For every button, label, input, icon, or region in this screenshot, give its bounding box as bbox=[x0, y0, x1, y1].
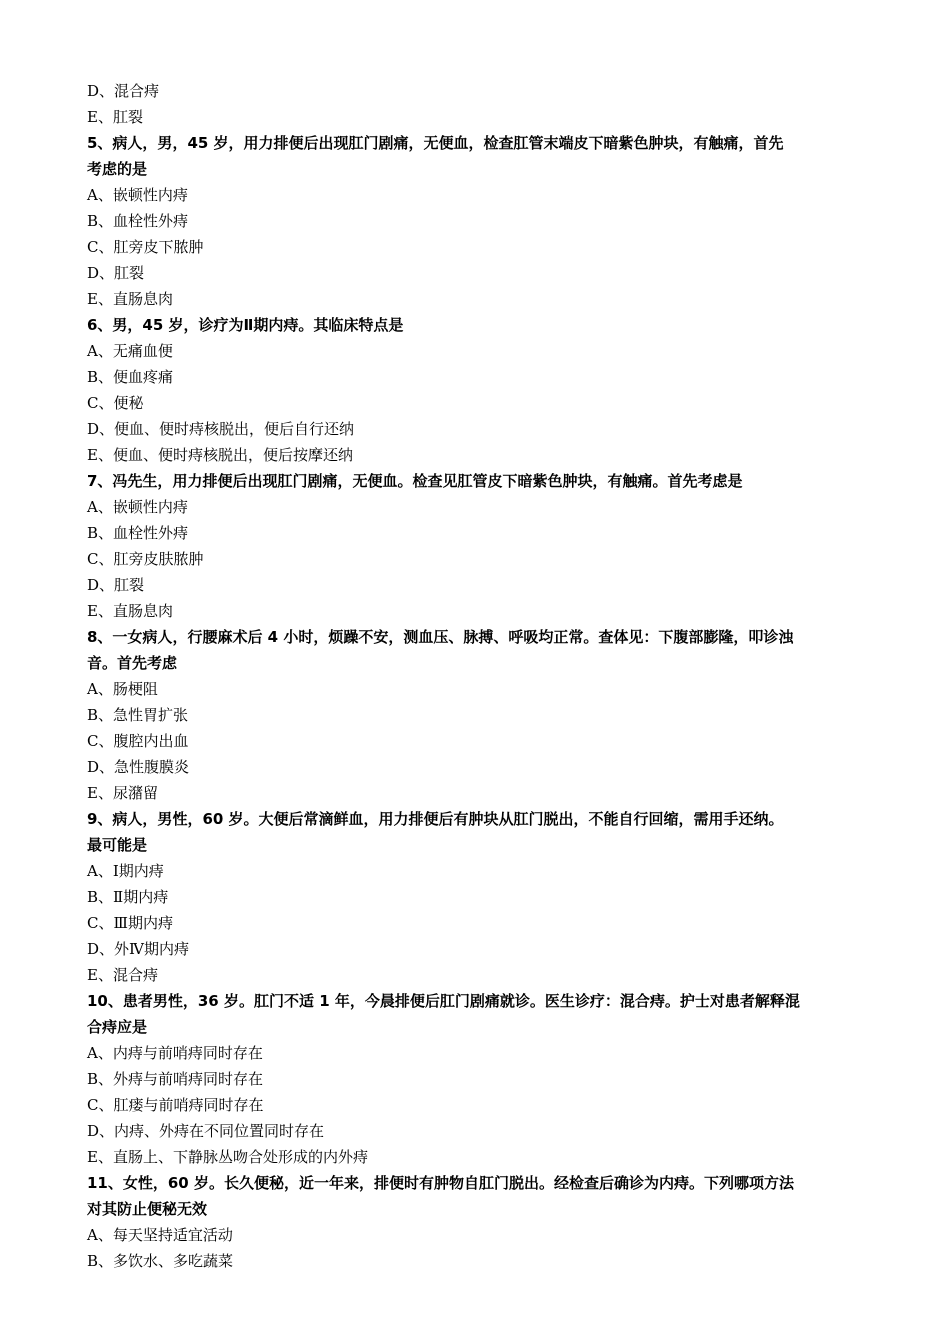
option-line: A、嵌顿性内痔 bbox=[87, 498, 188, 516]
option-line: B、急性胃扩张 bbox=[87, 706, 189, 724]
option-line: C、便秘 bbox=[87, 394, 144, 412]
option-line: C、腹腔内出血 bbox=[87, 732, 189, 750]
option-line: A、每天坚持适宜活动 bbox=[87, 1226, 233, 1244]
option-line: B、Ⅱ期内痔 bbox=[87, 888, 169, 906]
option-line: D、外Ⅳ期内痔 bbox=[87, 940, 190, 958]
option-line: B、便血疼痛 bbox=[87, 368, 174, 386]
question-text: 8、一女病人，行腰麻术后 4 小时，烦躁不安，测血压、脉搏、呼吸均正常。查体见：下腹部膨隆，叩诊浊 bbox=[87, 628, 794, 646]
question-11 bbox=[87, 1170, 877, 1274]
option-line: E、尿潴留 bbox=[87, 784, 158, 802]
option-line: B、外痔与前哨痔同时存在 bbox=[87, 1070, 264, 1088]
option-line: E、便血、便时痔核脱出，便后按摩还纳 bbox=[87, 446, 353, 464]
question-text: 音。首先考虑 bbox=[87, 654, 178, 672]
option-line: C、Ⅲ期内痔 bbox=[87, 914, 173, 932]
option-line: B、血栓性外痔 bbox=[87, 212, 189, 230]
option-line: B、多饮水、多吃蔬菜 bbox=[87, 1252, 234, 1270]
option-line: D、肛裂 bbox=[87, 576, 145, 594]
option-line: C、肛旁皮肤脓肿 bbox=[87, 550, 204, 568]
option-line: C、肛旁皮下脓肿 bbox=[87, 238, 204, 256]
question-8 bbox=[87, 624, 877, 806]
question-text: 7、冯先生，用力排便后出现肛门剧痛，无便血。检查见肛管皮下暗紫色肿块，有触痛。首先考虑是 bbox=[87, 472, 743, 490]
question-text: 9、病人，男性，60 岁。大便后常滴鲜血，用力排便后有肿块从肛门脱出，不能自行回缩，需用手还纳。 bbox=[87, 810, 784, 828]
document-page bbox=[87, 78, 877, 1274]
option-line: E、混合痔 bbox=[87, 966, 158, 984]
option-line: E、肛裂 bbox=[87, 108, 143, 126]
option-line: D、混合痔 bbox=[87, 82, 160, 100]
question-text: 考虑的是 bbox=[87, 160, 148, 178]
option-line: A、嵌顿性内痔 bbox=[87, 186, 188, 204]
question-text: 6、男，45 岁，诊疗为Ⅱ期内痔。其临床特点是 bbox=[87, 316, 404, 334]
option-line: D、内痔、外痔在不同位置同时存在 bbox=[87, 1122, 325, 1140]
question-6 bbox=[87, 312, 877, 468]
question-5 bbox=[87, 130, 877, 312]
option-line: D、肛裂 bbox=[87, 264, 145, 282]
question-text: 合痔应是 bbox=[87, 1018, 148, 1036]
option-line: B、血栓性外痔 bbox=[87, 524, 189, 542]
question-text: 5、病人，男，45 岁，用力排便后出现肛门剧痛，无便血，检查肛管末端皮下暗紫色肿块，有触痛，首先 bbox=[87, 134, 784, 152]
option-line: E、直肠息肉 bbox=[87, 290, 173, 308]
question-9 bbox=[87, 806, 877, 988]
option-line: A、Ⅰ期内痔 bbox=[87, 862, 164, 880]
question-text: 11、女性，60 岁。长久便秘，近一年来，排便时有肿物自肛门脱出。经检查后确诊为内痔。下列哪项方法 bbox=[87, 1174, 794, 1192]
option-line: A、无痛血便 bbox=[87, 342, 173, 360]
option-line: C、肛瘘与前哨痔同时存在 bbox=[87, 1096, 264, 1114]
option-line: E、直肠息肉 bbox=[87, 602, 173, 620]
question-7 bbox=[87, 468, 877, 624]
question-10 bbox=[87, 988, 877, 1170]
question-text: 对其防止便秘无效 bbox=[87, 1200, 208, 1218]
option-line: D、便血、便时痔核脱出，便后自行还纳 bbox=[87, 420, 355, 438]
option-line: A、肠梗阻 bbox=[87, 680, 158, 698]
lead-options bbox=[87, 78, 877, 130]
option-line: A、内痔与前哨痔同时存在 bbox=[87, 1044, 263, 1062]
option-line: E、直肠上、下静脉丛吻合处形成的内外痔 bbox=[87, 1148, 368, 1166]
question-text: 10、患者男性，36 岁。肛门不适 1 年，今晨排便后肛门剧痛就诊。医生诊疗：混合痔。护士对患者解释混 bbox=[87, 992, 800, 1010]
question-text: 最可能是 bbox=[87, 836, 148, 854]
option-line: D、急性腹膜炎 bbox=[87, 758, 190, 776]
